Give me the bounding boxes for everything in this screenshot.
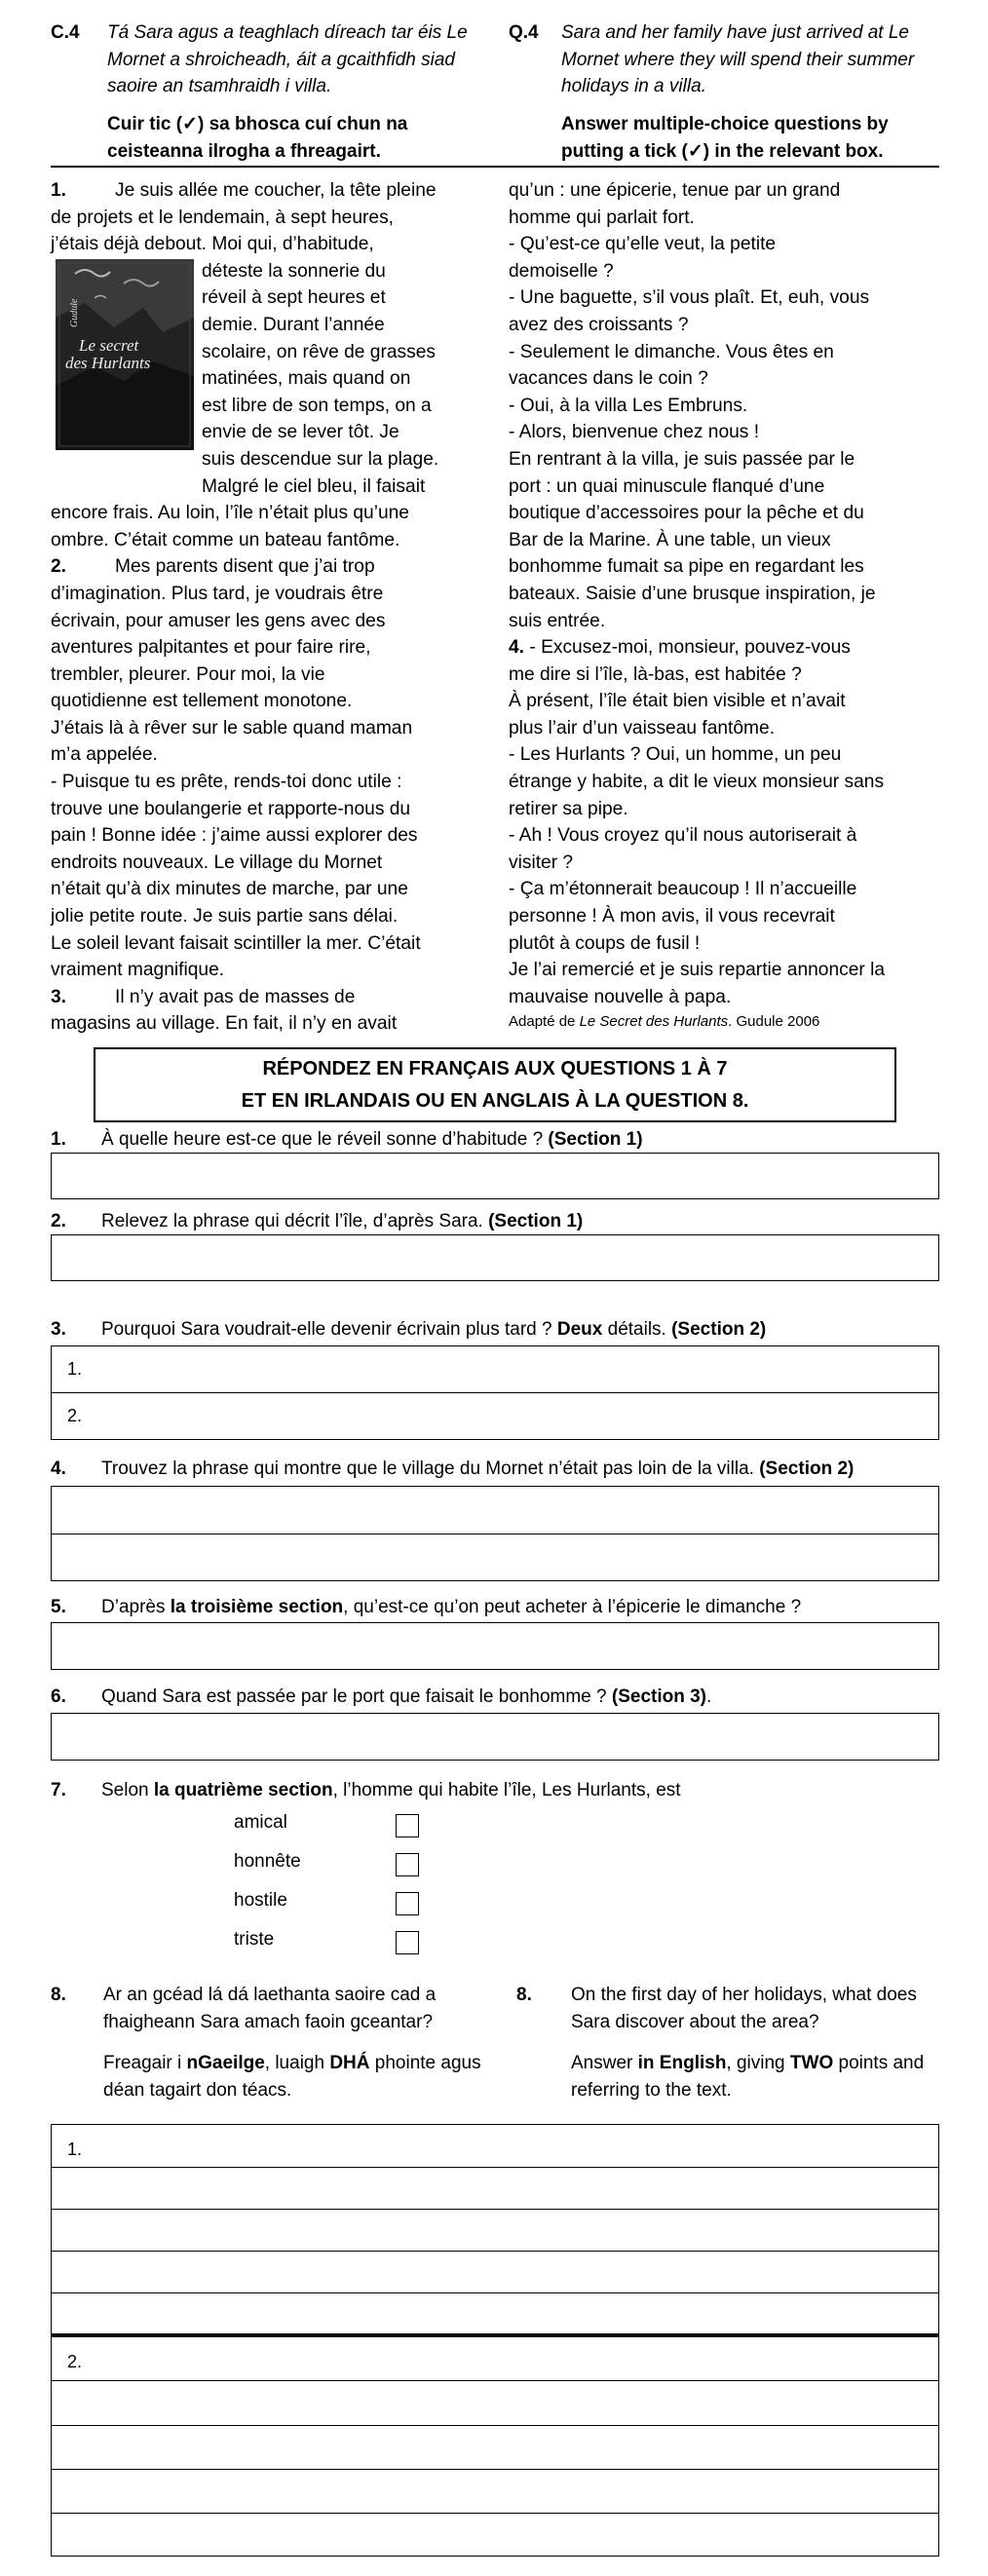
passage-line: trouve une boulangerie et rapporte-nous du <box>51 798 411 819</box>
q3-line-1-label: 1. <box>67 1359 83 1379</box>
banner-line-2: ET EN IRLANDAIS OU EN ANGLAIS À LA QUESTION 8. <box>241 1090 749 1112</box>
passage-right-column <box>509 177 947 1034</box>
q1-answer-box[interactable] <box>51 1153 939 1199</box>
q8-box-1-line <box>52 2251 938 2252</box>
passage-line: bonhomme fumait sa pipe en regardant les <box>509 556 864 578</box>
passage-line: boutique d’accessoires pour la pêche et du <box>509 503 864 524</box>
q4-answer-box[interactable] <box>51 1486 939 1581</box>
header-en-instructions: Answer multiple-choice questions by putting a tick (✓) in the relevant box. <box>561 114 889 162</box>
q7-checkbox-triste[interactable] <box>396 1931 419 1954</box>
q6-answer-box[interactable] <box>51 1713 939 1761</box>
passage-line: écrivain, pour amuser les gens avec des <box>51 610 386 631</box>
passage-line: retirer sa pipe. <box>509 798 628 819</box>
q7-number: 7. <box>51 1780 66 1800</box>
q6-number: 6. <box>51 1686 66 1707</box>
q8-ga-question: Ar an gcéad lá dá laethanta saoire cad a fhaigheann Sara amach faoin gceantar? <box>103 1985 437 2032</box>
passage-line: plutôt à coups de fusil ! <box>509 932 701 954</box>
q4-text: Trouvez la phrase qui montre que le village du Mornet n’était pas loin de la villa. (Section 2) <box>101 1458 855 1479</box>
passage-line: vacances dans le coin ? <box>509 368 708 390</box>
q8-box-2-line <box>52 2425 938 2426</box>
q3-line-2-label: 2. <box>67 1406 83 1425</box>
passage-line: trembler, pleurer. Pour moi, la vie <box>51 663 325 685</box>
passage-line: - Oui, à la villa Les Embruns. <box>509 395 748 416</box>
header-en-intro: Sara and her family have just arrived at Le Mornet where they will spend their summer holidays in a villa. <box>561 22 915 96</box>
passage-line: - Qu’est-ce qu’elle veut, la petite <box>509 234 777 255</box>
q5-number: 5. <box>51 1597 66 1617</box>
q3-answer-box[interactable] <box>51 1345 939 1440</box>
passage-line: jolie petite route. Je suis partie sans délai. <box>51 906 399 928</box>
q6-text: Quand Sara est passée par le port que faisait le bonhomme ? (Section 3). <box>101 1686 712 1707</box>
passage-line: En rentrant à la villa, je suis passée par le <box>509 448 855 470</box>
passage-line: - Ah ! Vous croyez qu’il nous autoriserait à <box>509 825 857 847</box>
q5-text: D’après la troisième section, qu’est-ce qu’on peut acheter à l’épicerie le dimanche ? <box>101 1597 802 1617</box>
header-ga-intro: Tá Sara agus a teaghlach díreach tar éis Le Mornet a shroicheadh, áit a gcaithfidh siad saoire an tsamhraidh i villa. <box>107 22 468 96</box>
q1-number: 1. <box>51 1129 66 1150</box>
header-ga-instructions: Cuir tic (✓) sa bhosca cuí chun na ceisteanna ilrogha a fhreagairt. <box>107 114 408 162</box>
passage-line: de projets et le lendemain, à sept heures, <box>51 207 394 228</box>
q8-en-question: On the first day of her holidays, what does Sara discover about the area? <box>571 1985 917 2032</box>
q8-answer-box-1[interactable] <box>51 2124 939 2334</box>
passage-line: étrange y habite, a dit le vieux monsieur sans <box>509 772 885 793</box>
q8-answer-box-2[interactable] <box>51 2334 939 2557</box>
passage-line: Le soleil levant faisait scintiller la mer. C’était <box>51 932 421 954</box>
q3-divider <box>52 1392 938 1393</box>
q8-box-1-line <box>52 2167 938 2168</box>
passage-line: magasins au village. En fait, il n’y en avait <box>51 1013 398 1035</box>
passage-line: endroits nouveaux. Le village du Mornet <box>51 852 383 873</box>
passage-line: vraiment magnifique. <box>51 960 225 981</box>
passage-line: Bar de la Marine. À une table, un vieux <box>509 529 831 550</box>
passage-line: me dire si l’île, là-bas, est habitée ? <box>509 663 802 685</box>
passage-line: scolaire, on rêve de grasses <box>202 341 436 362</box>
passage-line: - Les Hurlants ? Oui, un homme, un peu <box>509 744 842 766</box>
passage-line: plus l’air d’un vaisseau fantôme. <box>509 717 776 739</box>
passage-line: m’a appelée. <box>51 744 158 766</box>
banner-line-1: RÉPONDEZ EN FRANÇAIS AUX QUESTIONS 1 À 7 <box>262 1058 728 1080</box>
header-ga-number: C.4 <box>51 22 80 43</box>
passage-line: mauvaise nouvelle à papa. <box>509 986 732 1007</box>
instruction-banner <box>94 1047 896 1122</box>
q5-answer-box[interactable] <box>51 1622 939 1670</box>
passage-line: - Alors, bienvenue chez nous ! <box>509 422 760 443</box>
passage-line: homme qui parlait fort. <box>509 207 695 228</box>
passage-line: - Puisque tu es prête, rends-toi donc utile : <box>51 772 402 793</box>
passage-line: port : un quai minuscule flanqué d’une <box>509 475 825 497</box>
passage-line: demie. Durant l’année <box>202 314 385 335</box>
q8-box-2-line <box>52 2380 938 2381</box>
q2-text: Relevez la phrase qui décrit l’île, d’après Sara. (Section 1) <box>101 1211 584 1231</box>
passage-line: demoiselle ? <box>509 260 614 282</box>
passage-line: - Seulement le dimanche. Vous êtes en <box>509 341 834 362</box>
passage-line: j’étais déjà debout. Moi qui, d’habitude, <box>51 234 374 255</box>
q2-number: 2. <box>51 1211 66 1231</box>
book-cover-title-1: Le secret <box>79 336 139 355</box>
passage-line: encore frais. Au loin, l’île n’était plus qu’une <box>51 503 409 524</box>
passage-line: pain ! Bonne idée : j’aime aussi explorer des <box>51 825 418 847</box>
passage-line: 3. Il n’y avait pas de masses de <box>51 986 356 1007</box>
header-en-number: Q.4 <box>509 22 539 43</box>
q8-ga-instructions: Freagair i nGaeilge, luaigh DHÁ phointe agus déan tagairt don téacs. <box>103 2053 481 2101</box>
passage-line: bateaux. Saisie d’une brusque inspiration, je <box>509 583 876 604</box>
passage-line: 2. Mes parents disent que j’ai trop <box>51 556 375 578</box>
passage-line: Je l’ai remercié et je suis repartie annoncer la <box>509 960 886 981</box>
passage-line: réveil à sept heures et <box>202 287 386 309</box>
q1-text: À quelle heure est-ce que le réveil sonne d’habitude ? (Section 1) <box>101 1129 643 1150</box>
passage-line: ombre. C’était comme un bateau fantôme. <box>51 529 400 550</box>
q7-text: Selon la quatrième section, l’homme qui habite l’île, Les Hurlants, est <box>101 1780 681 1800</box>
q8-ga-number: 8. <box>51 1985 66 2005</box>
q8-en-instructions: Answer in English, giving TWO points and referring to the text. <box>571 2053 925 2101</box>
q8-box-2-label: 2. <box>67 2352 83 2371</box>
q2-answer-box[interactable] <box>51 1234 939 1281</box>
q7-checkbox-hostile[interactable] <box>396 1892 419 1915</box>
q7-option-hostile: hostile <box>234 1890 287 1911</box>
q3-text: Pourquoi Sara voudrait-elle devenir écrivain plus tard ? Deux détails. (Section 2) <box>101 1319 767 1340</box>
passage-line: aventures palpitantes et pour faire rire, <box>51 637 371 659</box>
passage-line: visiter ? <box>509 852 574 873</box>
passage-line: - Ça m’étonnerait beaucoup ! Il n’accueille <box>509 879 857 900</box>
passage-line: Malgré le ciel bleu, il faisait <box>202 475 426 497</box>
passage-line: personne ! À mon avis, il vous recevrait <box>509 906 835 928</box>
passage-line: d’imagination. Plus tard, je voudrais être <box>51 583 384 604</box>
q8-en-number: 8. <box>516 1985 532 2005</box>
q7-option-triste: triste <box>234 1929 275 1950</box>
book-cover-title-2: des Hurlants <box>65 354 151 372</box>
q7-checkbox-honnete[interactable] <box>396 1853 419 1876</box>
q7-option-honnete: honnête <box>234 1851 301 1872</box>
book-cover-author: Gudule <box>69 298 80 327</box>
q7-option-amical: amical <box>234 1812 287 1833</box>
q8-box-1-line <box>52 2292 938 2293</box>
source-citation: Adapté de Le Secret des Hurlants. Gudule 2006 <box>509 1013 820 1031</box>
q8-box-1-label: 1. <box>67 2140 83 2159</box>
passage-line: À présent, l’île était bien visible et n’avait <box>509 691 846 712</box>
passage-line: suis descendue sur la plage. <box>202 448 439 470</box>
q8-box-1-line <box>52 2209 938 2210</box>
q4-number: 4. <box>51 1458 66 1479</box>
header-divider <box>51 166 939 168</box>
passage-line: n’était qu’à dix minutes de marche, par une <box>51 879 408 900</box>
section-number: 4. <box>509 637 525 659</box>
book-cover-image <box>56 259 194 450</box>
q8-box-2-line <box>52 2513 938 2514</box>
passage-line: déteste la sonnerie du <box>202 260 386 282</box>
passage-line: quotidienne est tellement monotone. <box>51 691 353 712</box>
q8-box-2-line <box>52 2469 938 2470</box>
passage-line: - Une baguette, s’il vous plaît. Et, euh, vous <box>509 287 870 309</box>
passage-line: qu’un : une épicerie, tenue par un grand <box>509 180 841 201</box>
passage-line: est libre de son temps, on a <box>202 395 432 416</box>
passage-line: J’étais là à rêver sur le sable quand maman <box>51 717 413 739</box>
q7-checkbox-amical[interactable] <box>396 1814 419 1837</box>
passage-line: 4. - Excusez-moi, monsieur, pouvez-vous <box>509 637 851 659</box>
passage-line: 1. Je suis allée me coucher, la tête pleine <box>51 180 437 201</box>
passage-line: matinées, mais quand on <box>202 368 411 390</box>
passage-line: envie de se lever tôt. Je <box>202 422 399 443</box>
passage-line: suis entrée. <box>509 610 606 631</box>
q3-number: 3. <box>51 1319 66 1340</box>
passage-line: avez des croissants ? <box>509 314 689 335</box>
